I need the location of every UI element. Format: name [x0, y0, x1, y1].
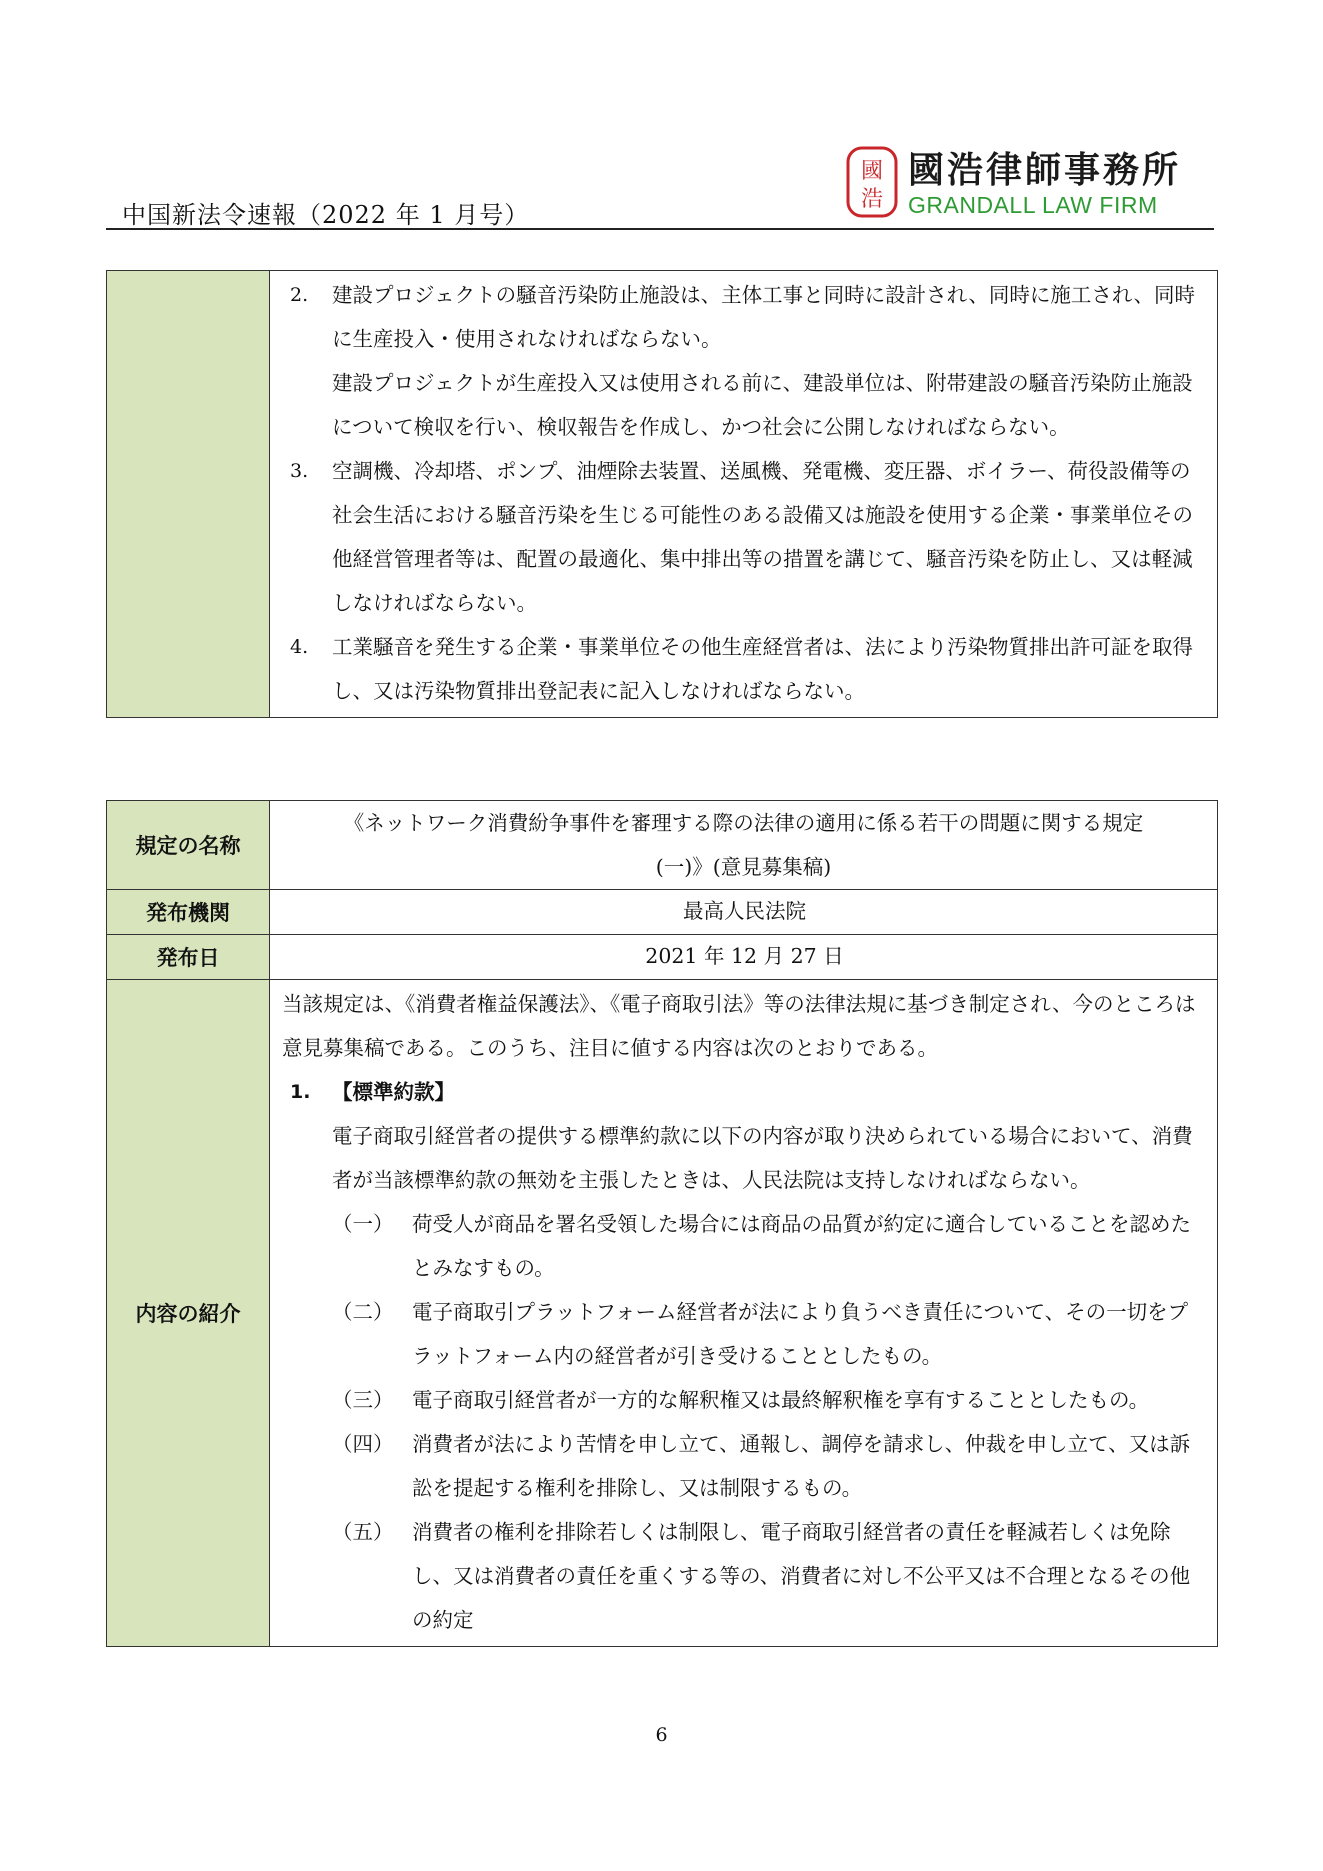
firm-name-en: GRANDALL LAW FIRM — [908, 192, 1158, 218]
svg-text:國: 國 — [860, 159, 884, 184]
page-number: 6 — [655, 1724, 668, 1746]
header-divider — [106, 228, 1214, 230]
firm-logo — [846, 144, 1186, 222]
firm-name-cn: 國浩律師事務所 — [908, 150, 1182, 191]
intro-text: 当該規定は、《消費者権益保護法》、《電子商取引法》等の法律法規に基づき制定され、今のところは意見募集稿である。このうち、注目に値する内容は次のとおりである。 — [282, 992, 1196, 1060]
list-item: 2. 建設プロジェクトの騒音汚染防止施設は、主体工事と同時に設計され、同時に施工され、同時に生産投入・使用されなければならない。 建設プロジェクトが生産投入又は使用される前に、建設単位は、附帯建設の騒音汚染防止施設について検収を行い、検収報告を作成し、かつ社会に公開しなければならない。 — [290, 283, 1196, 439]
sub-item: （三） 電子商取引経営者が一方的な解釈権又は最終解釈権を享有することとしたもの。 — [332, 1388, 1150, 1412]
regulation-name-label: 規定の名称 — [107, 801, 270, 890]
sub-item: （一） 荷受人が商品を署名受領した場合には商品の品質が約定に適合していることを認めたとみなすもの。 — [332, 1212, 1191, 1280]
svg-text:浩: 浩 — [860, 187, 884, 212]
empty-label-cell — [107, 271, 270, 718]
list-item: 3. 空調機、冷却塔、ポンプ、油煙除去装置、送風機、発電機、変圧器、ボイラー、荷役設備等の社会生活における騒音汚染を生じる可能性のある設備又は施設を使用する企業・事業単位その他経営管理者等は、配置の最適化、集中排出等の措置を講じて、騒音汚染を防止し、又は軽減しなければならない。 — [290, 459, 1193, 615]
section-text: 電子商取引経営者の提供する標準約款に以下の内容が取り決められている場合において、消費者が当該標準約款の無効を主張したときは、人民法院は支持しなければならない。 — [332, 1124, 1193, 1192]
date-label: 発布日 — [107, 935, 270, 980]
continued-content — [270, 271, 1218, 718]
issuer-value: 最高人民法院 — [270, 890, 1218, 935]
content-body — [270, 980, 1218, 1647]
continued-table — [106, 270, 1218, 718]
sub-item: （五） 消費者の権利を排除若しくは制限し、電子商取引経営者の責任を軽減若しくは免除し、又は消費者の責任を重くする等の、消費者に対し不公平又は不合理となるその他の約定 — [332, 1520, 1191, 1632]
issuer-label: 発布機関 — [107, 890, 270, 935]
regulation-table — [106, 800, 1218, 1647]
section-heading: 【標準約款】 — [332, 1080, 455, 1104]
seal-icon — [846, 146, 898, 218]
date-value: 2021 年 12 月 27 日 — [270, 935, 1218, 980]
content-label: 内容の紹介 — [107, 980, 270, 1647]
sub-item: （四） 消費者が法により苦情を申し立て、通報し、調停を請求し、仲裁を申し立て、又は訴訟を提起する権利を排除し、又は制限するもの。 — [332, 1432, 1191, 1500]
regulation-name-value: 《ネットワーク消費紛争事件を審理する際の法律の適用に係る若干の問題に関する規定(一)》(意見募集稿) — [270, 801, 1218, 890]
sub-item: （二） 電子商取引プラットフォーム経営者が法により負うべき責任について、その一切をプラットフォーム内の経営者が引き受けることとしたもの。 — [332, 1300, 1189, 1368]
section-item: 1. 【標準約款】 電子商取引経営者の提供する標準約款に以下の内容が取り決められている場合において、消費者が当該標準約款の無効を主張したときは、人民法院は支持しなければならない。 — [282, 1070, 1207, 1202]
list-item: 4. 工業騒音を発生する企業・事業単位その他生産経営者は、法により汚染物質排出許可証を取得し、又は汚染物質排出登記表に記入しなければならない。 — [290, 635, 1193, 703]
newsletter-title: 中国新法令速報（2022 年 1 月号） — [122, 201, 530, 229]
